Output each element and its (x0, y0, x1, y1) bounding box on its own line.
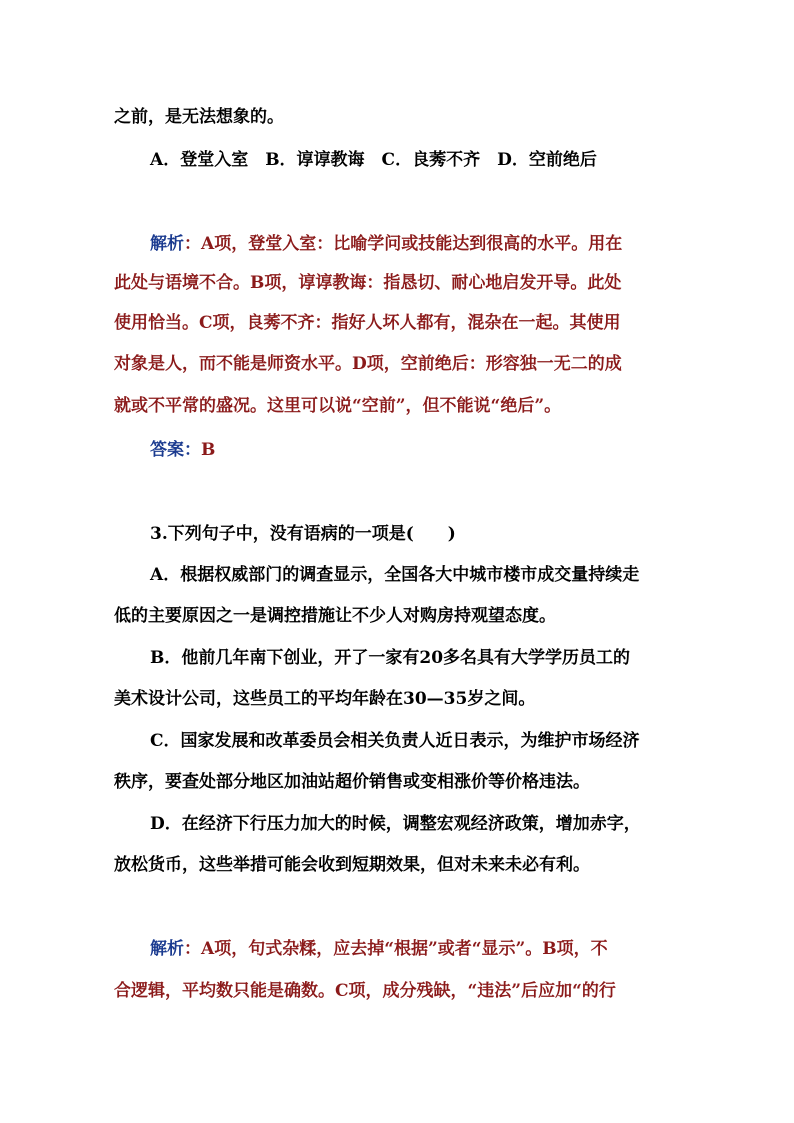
question3-stem: 3.下列句子中，没有语病的一项是( ) (150, 524, 456, 544)
question3-option-a-line-1: A．根据权威部门的调查显示，全国各大中城市楼市成交量持续走 (150, 565, 640, 585)
answer1: 答案：B (150, 440, 216, 460)
prev-question-options: A．登堂入室 B．谆谆教诲 C．良莠不齐 D．空前绝后 (150, 150, 597, 170)
analysis1-label: 解析 (150, 234, 184, 254)
analysis1-line-5: 就或不平常的盛况。这里可以说“空前”，但不能说“绝后”。 (114, 396, 562, 416)
prev-question-tail: 之前，是无法想象的。 (114, 107, 284, 127)
analysis1-line-3: 使用恰当。C项，良莠不齐：指好人坏人都有，混杂在一起。其使用 (114, 313, 621, 333)
answer1-value: B (201, 440, 216, 460)
question3-option-c-line-2: 秩序，要查处部分地区加油站超价销售或变相涨价等价格违法。 (114, 772, 590, 792)
question3-option-d-line-2: 放松货币，这些举措可能会收到短期效果，但对未来未必有利。 (114, 855, 590, 875)
analysis3-line-2: 合逻辑，平均数只能是确数。C项，成分残缺，“违法”后应加“的行 (114, 981, 616, 1001)
analysis1-line-1: 解析：A项，登堂入室：比喻学问或技能达到很高的水平。用在 (150, 234, 623, 254)
question3-option-b-line-2: 美术设计公司，这些员工的平均年龄在30—35岁之间。 (114, 689, 536, 709)
answer1-label: 答案 (150, 440, 184, 460)
analysis1-line-4: 对象是人，而不能是师资水平。D项，空前绝后：形容独一无二的成 (114, 354, 622, 374)
question3-option-c-line-1: C．国家发展和改革委员会相关负责人近日表示，为维护市场经济 (150, 731, 640, 751)
analysis3-line-1: 解析：A项，句式杂糅，应去掉“根据”或者“显示”。B项，不 (150, 939, 608, 959)
analysis1-line-2: 此处与语境不合。B项，谆谆教诲：指恳切、耐心地启发开导。此处 (114, 273, 622, 293)
question3-option-a-line-2: 低的主要原因之一是调控措施让不少人对购房持观望态度。 (114, 606, 556, 626)
question3-option-b-line-1: B．他前几年南下创业，开了一家有20多名具有大学学历员工的 (150, 648, 631, 668)
analysis3-label: 解析 (150, 939, 184, 959)
question3-option-d-line-1: D．在经济下行压力加大的时候，调整宏观经济政策，增加赤字， (150, 814, 641, 834)
